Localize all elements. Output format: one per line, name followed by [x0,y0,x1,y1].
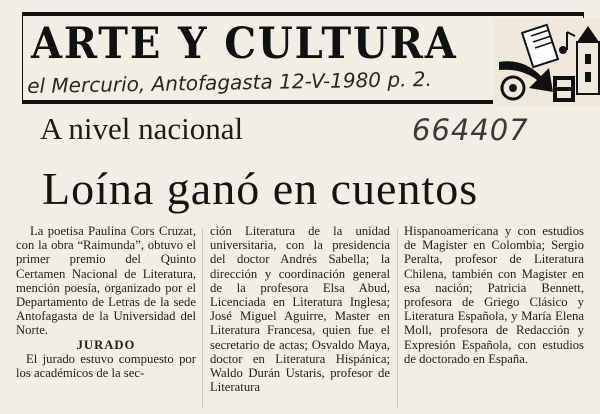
section-title: ARTE Y CULTURA [31,19,458,69]
arts-illustration-icon [493,18,600,106]
article-paragraph: El jurado estuvo compuesto por los académicos de la sec- [16,351,196,381]
article-headline: Loína ganó en cuentos [42,163,479,214]
article-paragraph: Hispanoamericana y con estudios de Magister en Colombia; Sergio Peralta, profesor de Literatura Chilena, también con Magister en esa nación; Patricia Bennett, profesora de Griego Clásico y Literatura Española, y María Elena Moll, profesora de Redacción y Expresión Española, con estudios de doctorado en España. [404,224,584,366]
handwritten-source-note: el Mercurio, Antofagasta 12-V-1980 p. 2. [27,66,433,98]
article-paragraph: La poetisa Paulina Cors Cruzat, con la obra “Raimunda”, obtuvo el primer premio del Quinto Certamen Nacional de Literatura, mención poesía, organizado por el Departamento de Letras de la sede Antofagasta de la Universidad del Norte. [16,224,196,338]
article-column-3 [404,224,584,366]
section-masthead [22,12,584,104]
handwritten-catalog-number: 664407 [412,113,529,147]
column-divider [202,228,203,408]
article-kicker: A nivel nacional [40,111,244,146]
article-subheading: JURADO [76,337,136,352]
article-paragraph: ción Literatura de la unidad universitaria, con la presidencia del doctor Andrés Sabella; la dirección y coordinación general de la profesora Elsa Abud, Licenciada en Literatura Inglesa; José Miguel Aguirre, Master en Literatura Francesa, quien fue el secretario de actas; Osvaldo Maya, doctor en Literatura Hispánica; Waldo Durán Ustaris, profesor de Literatura [210,224,390,395]
column-divider [397,228,398,408]
article-column-1 [16,224,196,380]
article-column-2 [210,224,390,394]
